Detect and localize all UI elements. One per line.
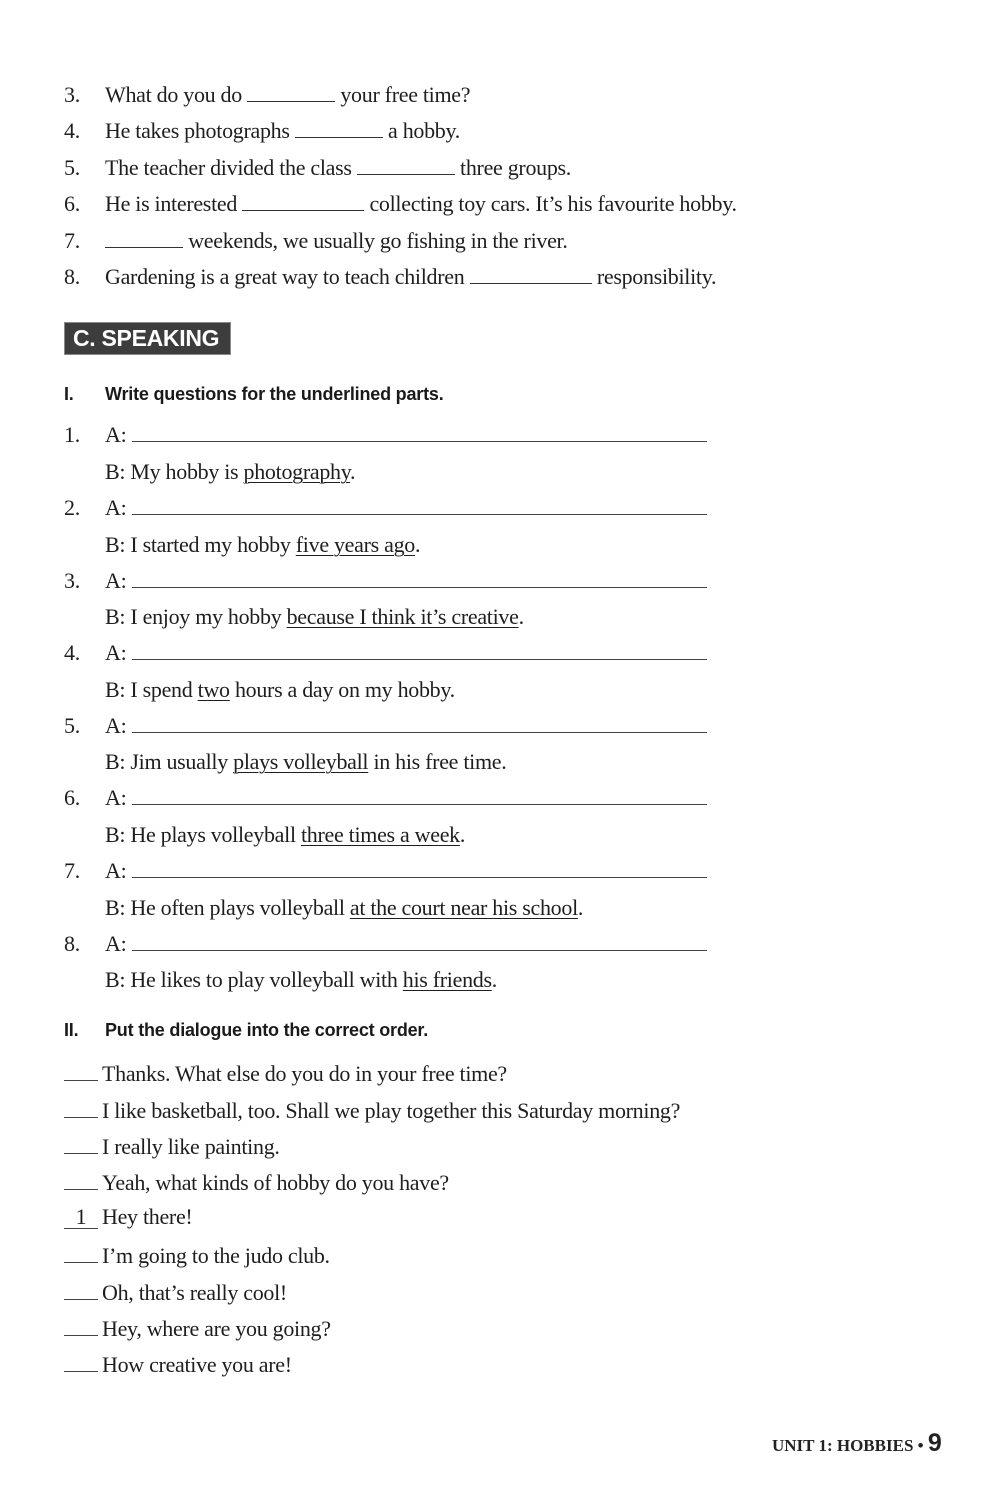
response-b-line: [105, 967, 497, 993]
speaker-label: A:: [105, 495, 127, 520]
answer-blank[interactable]: [105, 229, 183, 248]
dialogue-text: I’m going to the judo club.: [102, 1243, 330, 1268]
item-text: The teacher divided the class: [105, 155, 357, 180]
order-blank[interactable]: [64, 1095, 98, 1118]
answer-blank[interactable]: [247, 83, 335, 102]
response-text: .: [414, 532, 421, 557]
bullet-separator: •: [917, 1436, 924, 1455]
response-text: B: Jim usually: [105, 749, 234, 774]
speaker-label: A:: [105, 858, 127, 883]
item-text: your free time?: [335, 82, 471, 107]
dialogue-text: Hey there!: [102, 1204, 193, 1229]
answer-line[interactable]: [132, 658, 707, 660]
item-number: 5.: [64, 713, 80, 738]
dialogue-line: [64, 1058, 507, 1087]
response-text: .: [350, 459, 356, 484]
response-text: B: He often plays volleyball: [105, 895, 350, 920]
exercise-item: [64, 228, 568, 254]
unit-title: UNIT 1: HOBBIES: [772, 1436, 914, 1455]
dialogue-text: Thanks. What else do you do in your free time?: [102, 1061, 507, 1086]
item-text: collecting toy cars. It’s his favourite hobby.: [364, 191, 737, 216]
answer-line[interactable]: [132, 513, 707, 515]
item-number: 3.: [64, 82, 80, 107]
order-blank[interactable]: [64, 1058, 98, 1081]
question-a-line: [64, 568, 707, 594]
speaker-label: A:: [105, 640, 127, 665]
item-number: 5.: [64, 155, 80, 180]
section-heading: C. SPEAKING: [64, 322, 231, 355]
page-footer: [772, 1429, 942, 1458]
speaker-label: A:: [105, 785, 127, 810]
item-number: 6.: [64, 785, 80, 810]
dialogue-text: Yeah, what kinds of hobby do you have?: [102, 1170, 449, 1195]
question-a-line: [64, 640, 707, 666]
roman-numeral: II.: [64, 1020, 79, 1040]
dialogue-line: [64, 1095, 680, 1124]
answer-blank[interactable]: [470, 265, 592, 284]
item-text: What do you do: [105, 82, 248, 107]
item-text: three groups.: [454, 155, 571, 180]
underlined-part: two: [197, 677, 230, 702]
exercise-item: [64, 155, 571, 181]
response-text: B: He plays volleyball: [105, 822, 301, 847]
response-text: hours a day on my hobby.: [229, 677, 455, 702]
response-text: .: [459, 822, 466, 847]
response-text: B: My hobby is: [105, 459, 244, 484]
order-blank[interactable]: [64, 1240, 98, 1263]
item-text: He is interested: [105, 191, 243, 216]
response-text: in his free time.: [368, 749, 507, 774]
speaker-label: A:: [105, 713, 127, 738]
item-number: 1.: [64, 422, 80, 447]
item-number: 2.: [64, 495, 80, 520]
answer-line[interactable]: [132, 731, 707, 733]
dialogue-text: Oh, that’s really cool!: [102, 1280, 287, 1305]
instruction-text: Write questions for the underlined parts.: [105, 384, 444, 404]
item-number: 7.: [64, 228, 80, 253]
exercise-item: [64, 264, 716, 290]
item-number: 8.: [64, 264, 80, 289]
dialogue-line: [64, 1349, 292, 1378]
item-number: 6.: [64, 191, 80, 216]
underlined-part: at the court near his school: [349, 895, 578, 920]
question-a-line: [64, 931, 707, 957]
dialogue-text: I really like painting.: [102, 1134, 280, 1159]
response-text: B: I started my hobby: [105, 532, 296, 557]
dialogue-line: [64, 1167, 449, 1196]
roman-numeral: I.: [64, 384, 74, 404]
instruction-text: Put the dialogue into the correct order.: [105, 1020, 429, 1040]
response-b-line: [105, 677, 455, 703]
answer-blank[interactable]: [357, 156, 455, 175]
underlined-part: because I think it’s creative: [286, 604, 519, 629]
answer-line[interactable]: [132, 586, 707, 588]
answer-line[interactable]: [132, 803, 707, 805]
dialogue-text: How creative you are!: [102, 1352, 292, 1377]
item-number: 4.: [64, 118, 80, 143]
response-text: .: [577, 895, 584, 920]
item-text: He takes photographs: [105, 118, 295, 143]
dialogue-line: [64, 1131, 280, 1160]
order-blank[interactable]: [64, 1313, 98, 1336]
response-b-line: [105, 604, 524, 630]
page-number: 9: [927, 1429, 942, 1457]
response-text: .: [518, 604, 524, 629]
question-a-line: [64, 422, 707, 448]
response-b-line: [105, 532, 420, 558]
response-b-line: [105, 459, 355, 485]
response-text: B: I enjoy my hobby: [105, 604, 287, 629]
exercise-item: [64, 118, 460, 144]
dialogue-line: [64, 1204, 192, 1230]
order-blank[interactable]: [64, 1277, 98, 1300]
item-number: 3.: [64, 568, 80, 593]
speaker-label: A:: [105, 931, 127, 956]
response-b-line: [105, 895, 583, 921]
response-b-line: [105, 749, 506, 775]
answer-blank[interactable]: [242, 192, 364, 211]
underlined-part: photography: [243, 459, 351, 484]
part1-instruction: [64, 384, 444, 405]
dialogue-text: I like basketball, too. Shall we play together this Saturday morning?: [102, 1098, 681, 1123]
question-a-line: [64, 785, 707, 811]
answer-blank[interactable]: [295, 119, 383, 138]
item-number: 7.: [64, 858, 80, 883]
answer-line[interactable]: [132, 949, 707, 951]
part2-instruction: [64, 1020, 428, 1041]
dialogue-text: Hey, where are you going?: [102, 1316, 331, 1341]
item-text: weekends, we usually go fishing in the river.: [183, 228, 568, 253]
order-blank[interactable]: [64, 1131, 98, 1154]
item-text: Gardening is a great way to teach children: [105, 264, 470, 289]
response-text: B: He likes to play volleyball with: [105, 967, 403, 992]
item-text: a hobby.: [382, 118, 460, 143]
order-blank[interactable]: 1: [64, 1206, 98, 1229]
speaker-label: A:: [105, 422, 127, 447]
response-b-line: [105, 822, 465, 848]
question-a-line: [64, 713, 707, 739]
item-text: responsibility.: [591, 264, 717, 289]
underlined-part: his friends: [402, 967, 492, 992]
dialogue-line: [64, 1277, 287, 1306]
underlined-part: three times a week: [300, 822, 460, 847]
speaker-label: A:: [105, 568, 127, 593]
answer-line[interactable]: [132, 440, 707, 442]
order-blank[interactable]: [64, 1167, 98, 1190]
item-number: 4.: [64, 640, 80, 665]
question-a-line: [64, 495, 707, 521]
response-text: .: [491, 967, 497, 992]
answer-line[interactable]: [132, 876, 707, 878]
response-text: B: I spend: [105, 677, 198, 702]
dialogue-line: [64, 1313, 331, 1342]
question-a-line: [64, 858, 707, 884]
underlined-part: plays volleyball: [233, 749, 369, 774]
item-number: 8.: [64, 931, 80, 956]
underlined-part: five years ago: [295, 532, 415, 557]
exercise-item: [64, 82, 470, 108]
exercise-item: [64, 191, 737, 217]
dialogue-line: [64, 1240, 330, 1269]
order-blank[interactable]: [64, 1349, 98, 1372]
